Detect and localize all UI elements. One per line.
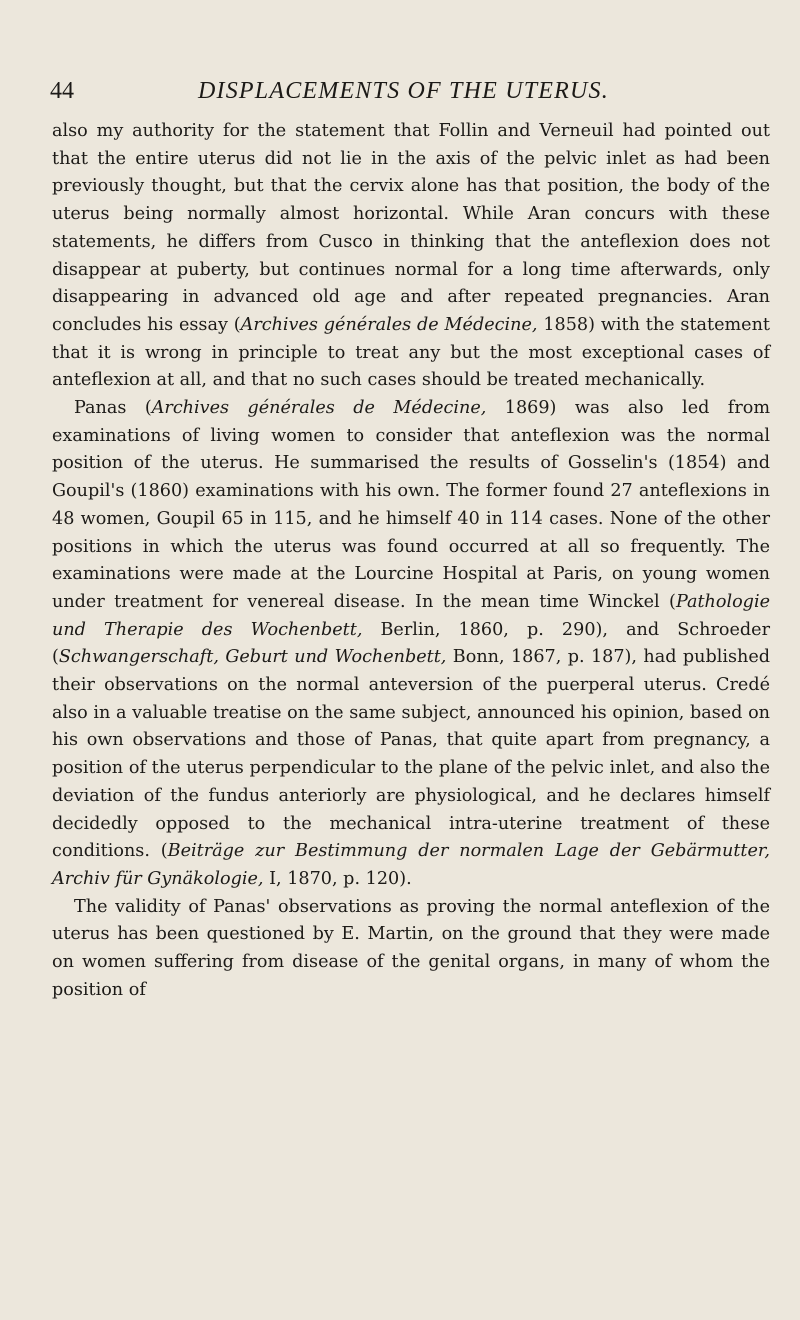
citation-winckel: Pathologie und Therapie des Wochenbett, [52, 591, 770, 640]
citation-schroeder: Schwangerschaft, Geburt und Wochenbett, [58, 647, 447, 668]
paragraph-1 [52, 118, 770, 395]
page-number: 44 [50, 78, 74, 104]
page-header [50, 78, 750, 108]
citation-archives-1869: Archives générales de Médecine, [151, 398, 487, 419]
paragraph-2 [52, 395, 770, 894]
paragraph-1-text-b: 1858) with the statement that it is wrong in principle to treat any but the most exceptional cases of anteflexion at all, and that no such cases should be treated mechanically. [52, 314, 770, 391]
paragraph-2-text-b: 1869) was also led from examinations of living women to consider that anteflexion was the normal position of the uterus. He summarised the results of Gosselin's (1854) and Goupil's (1860) examinations with his own. The former found 27 anteflexions in 48 women, Goupil 65 in 115, and he himself 40 in 114 cases. None of the other positions in which the uterus was found occurred at all so frequently. The examinations were made at the Lourcine Hospital at Paris, on young women under treatment for venereal disease. In the mean time Winckel ( [52, 398, 771, 612]
paragraph-1-text-a: also my authority for the statement that Follin and Verneuil had pointed out that the entire uterus did not lie in the axis of the pelvic inlet as had been previously thought, but that the cervix alone has that position, the body of the uterus being normally almost horizontal. While Aran concurs with these statements, he differs from Cusco in thinking that the anteflexion does not disappear at puberty, but continues normal for a long time afterwards, only disappearing in advanced old age and after repeated pregnancies. Aran concludes his essay ( [52, 121, 770, 335]
citation-beitraege: Beiträge zur Bestimmung der normalen Lage der Gebärmutter, Archiv für Gynäkologie, [52, 841, 770, 889]
paragraph-3-text: The validity of Panas' observations as proving the normal anteflexion of the uterus has been questioned by E. Martin, on the ground that they were made on women suffering from disease of the genital organs, in many of whom the position of [52, 896, 770, 1000]
running-title: DISPLACEMENTS OF THE UTERUS. [198, 78, 609, 104]
paragraph-2-text-c: Berlin, 1860, p. 290), and Schroeder ( [52, 619, 770, 668]
citation-archives-1858: Archives générales de Médecine, [240, 314, 538, 335]
paragraph-2-text-d: Bonn, 1867, p. 187), had published their observations on the normal anteversion of the puerperal uterus. Credé also in a valuable treatise on the same subject, announced his opinion, based on his own observations and those of Panas, that quite apart from pregnancy, a position of the uterus perpendicular to the plane of the pelvic inlet, and also the deviation of the fundus anteriorly are physiological, and he declares himself decidedly opposed to the mechanical intra-uterine treatment of these conditions. ( [52, 647, 770, 862]
paragraph-2-text-a: Panas ( [74, 398, 152, 419]
body-text [52, 118, 770, 1005]
paragraph-3 [52, 894, 770, 1005]
paragraph-2-text-e: I, 1870, p. 120). [263, 868, 412, 889]
